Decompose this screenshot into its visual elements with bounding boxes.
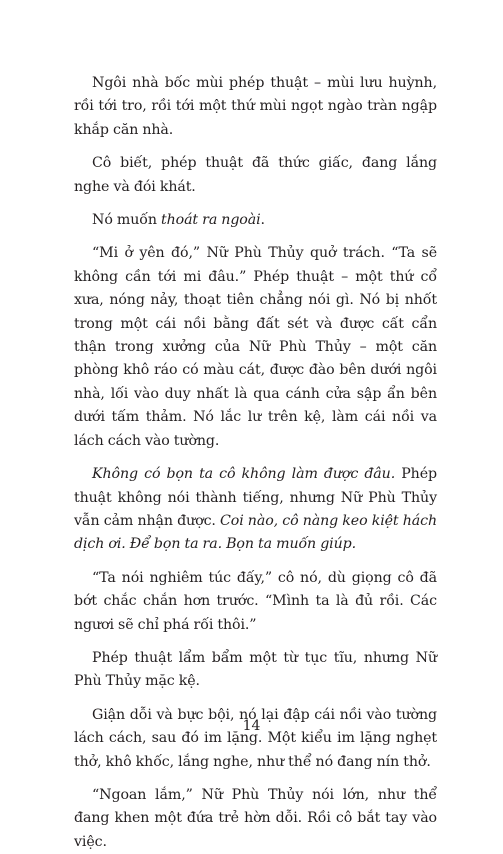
paragraph [74,242,437,453]
text-run: “Mi ở yên đó,” Nữ Phù Thủy quở trách. “Ta sẽ không cần tới mi đâu.” Phép thuật – một thứ cổ xưa, nóng nảy, thoạt tiên chẳng nói gì. Nó bị nhốt trong một cái nồi bằng đất sét và được cất cẩn thận trong xưởng của Nữ Phù Thủy – một căn phòng khô ráo có màu cát, được đào bên dưới ngôi nhà, lối vào duy nhất là qua cánh cửa sập ẩn bên dưới tấm thảm. Nó lắc lư trên kệ, làm cái nồi va lách cách vào tường. [74,245,437,449]
paragraph [74,704,437,774]
text-run: Cô biết, phép thuật đã thức giấc, đang lắng nghe và đói khát. [74,155,437,195]
text-run: Phép thuật không nói thành tiếng, nhưng Nữ Phù Thủy vẫn cảm nhận được. [74,466,437,529]
paragraph [74,567,437,637]
text-run: “Ngoan lắm,” Nữ Phù Thủy nói lớn, như thể đang khen một đứa trẻ hờn dỗi. Rồi cô bắt tay vào việc. [74,786,437,850]
text-run: Nó muốn [92,212,161,229]
page-number: 14 [242,718,261,734]
italic-text-run: thoát ra ngoài [160,212,261,229]
text-run: Phép thuật lẩm bẩm một từ tục tĩu, nhưng Nữ Phù Thủy mặc kệ. [74,649,437,690]
body-text [74,72,437,854]
paragraph [74,784,437,854]
paragraph [74,72,437,142]
paragraph [74,647,437,694]
paragraph [74,209,437,232]
italic-text-run: Không có bọn ta cô không làm được đâu. [92,466,396,483]
text-run: “Ta nói nghiêm túc đấy,” cô nó, dù giọng cô đã bớt chắc chắn hơn trước. “Mình ta là đủ rồi. Các ngươi sẽ chỉ phá rối thôi.” [74,569,437,633]
text-run: Ngôi nhà bốc mùi phép thuật – mùi lưu huỳnh, rồi tới tro, rồi tới một thứ mùi ngọt ngào tràn ngập khắp căn nhà. [74,75,437,138]
italic-text-run: Coi nào, cô nàng keo kiệt hách dịch ơi. Để bọn ta ra. Bọn ta muốn giúp. [74,512,437,553]
text-run: . [260,212,265,229]
paragraph [74,152,437,199]
text-run: Giận dỗi và bực bội, nó lại đập cái nồi vào tường lách cách, sau đó im lặng. Một kiểu im lặng nghẹt thở, khô khốc, lắng nghe, như thể nó đang nín thở. [74,706,437,770]
paragraph [74,463,437,557]
